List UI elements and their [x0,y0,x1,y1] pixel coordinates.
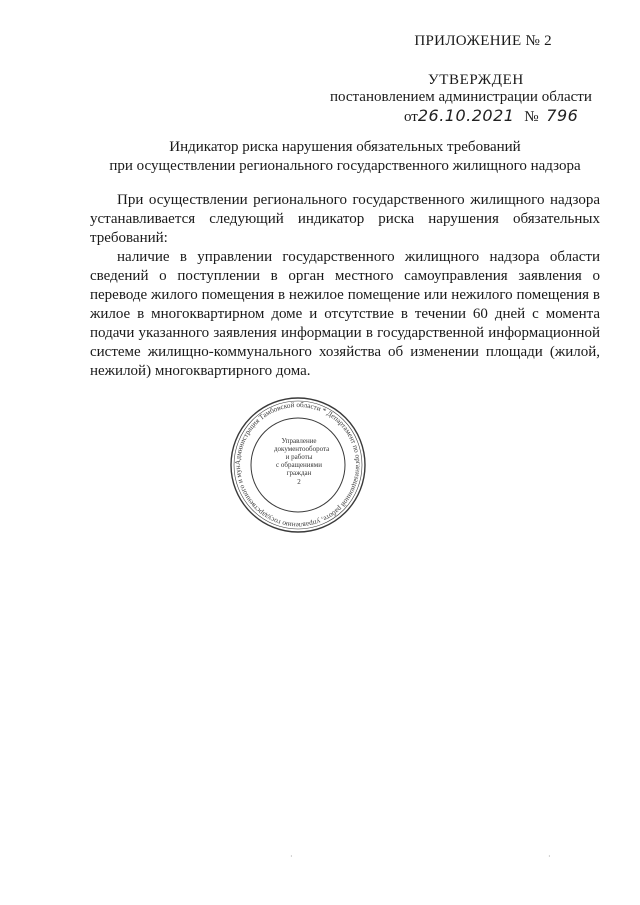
number-prefix: № [524,109,539,125]
document-body [90,191,600,381]
title-line-2: при осуществлении регионального государственного жилищного надзора [109,158,581,174]
scan-dot: · [290,852,293,861]
body-paragraph-1: При осуществлении регионального государственного жилищного надзора устанавливается следующий индикатор риска нарушения обязательных требований: [90,192,600,246]
approval-date-line [404,106,578,126]
official-stamp [228,395,368,535]
stamp-center-text [274,437,330,486]
appendix-label: ПРИЛОЖЕНИЕ № 2 [414,33,552,49]
scan-dot: · [548,852,551,861]
body-paragraph-2: наличие в управлении государственного жилищного надзора области сведений о поступлении в орган местного самоуправления заявления о переводе жилого помещения в нежилое помещение или нежилого помещения в жилое в многоквартирном доме и отсутствие в течении 60 дней с момента подачи указанного заявления информации в государственной информационной системе жилищно-коммунального хозяйства об изменении площади (жилой, нежилой) многоквартирного дома. [90,249,600,379]
stamp-line-3: и работы [285,453,313,461]
approved-by-text: постановлением администрации области [330,89,592,105]
date-prefix: от [404,109,418,125]
stamp-line-4: с обращениями [276,461,322,469]
stamp-outer-text: Администрация Тамбовской области * Департамент по организационной работе, управлению государственного и мун [233,400,363,530]
document-title [90,138,600,176]
stamp-line-1: Управление [281,437,317,445]
title-line-1: Индикатор риска нарушения обязательных требований [169,139,521,155]
stamp-line-5: граждан [286,469,312,477]
handwritten-date: 26.10.2021 [417,106,515,125]
stamp-line-2: документооборота [274,445,330,453]
approved-heading: УТВЕРЖДЕН [428,72,524,88]
stamp-number: 2 [297,478,301,486]
handwritten-number: 796 [546,106,579,125]
